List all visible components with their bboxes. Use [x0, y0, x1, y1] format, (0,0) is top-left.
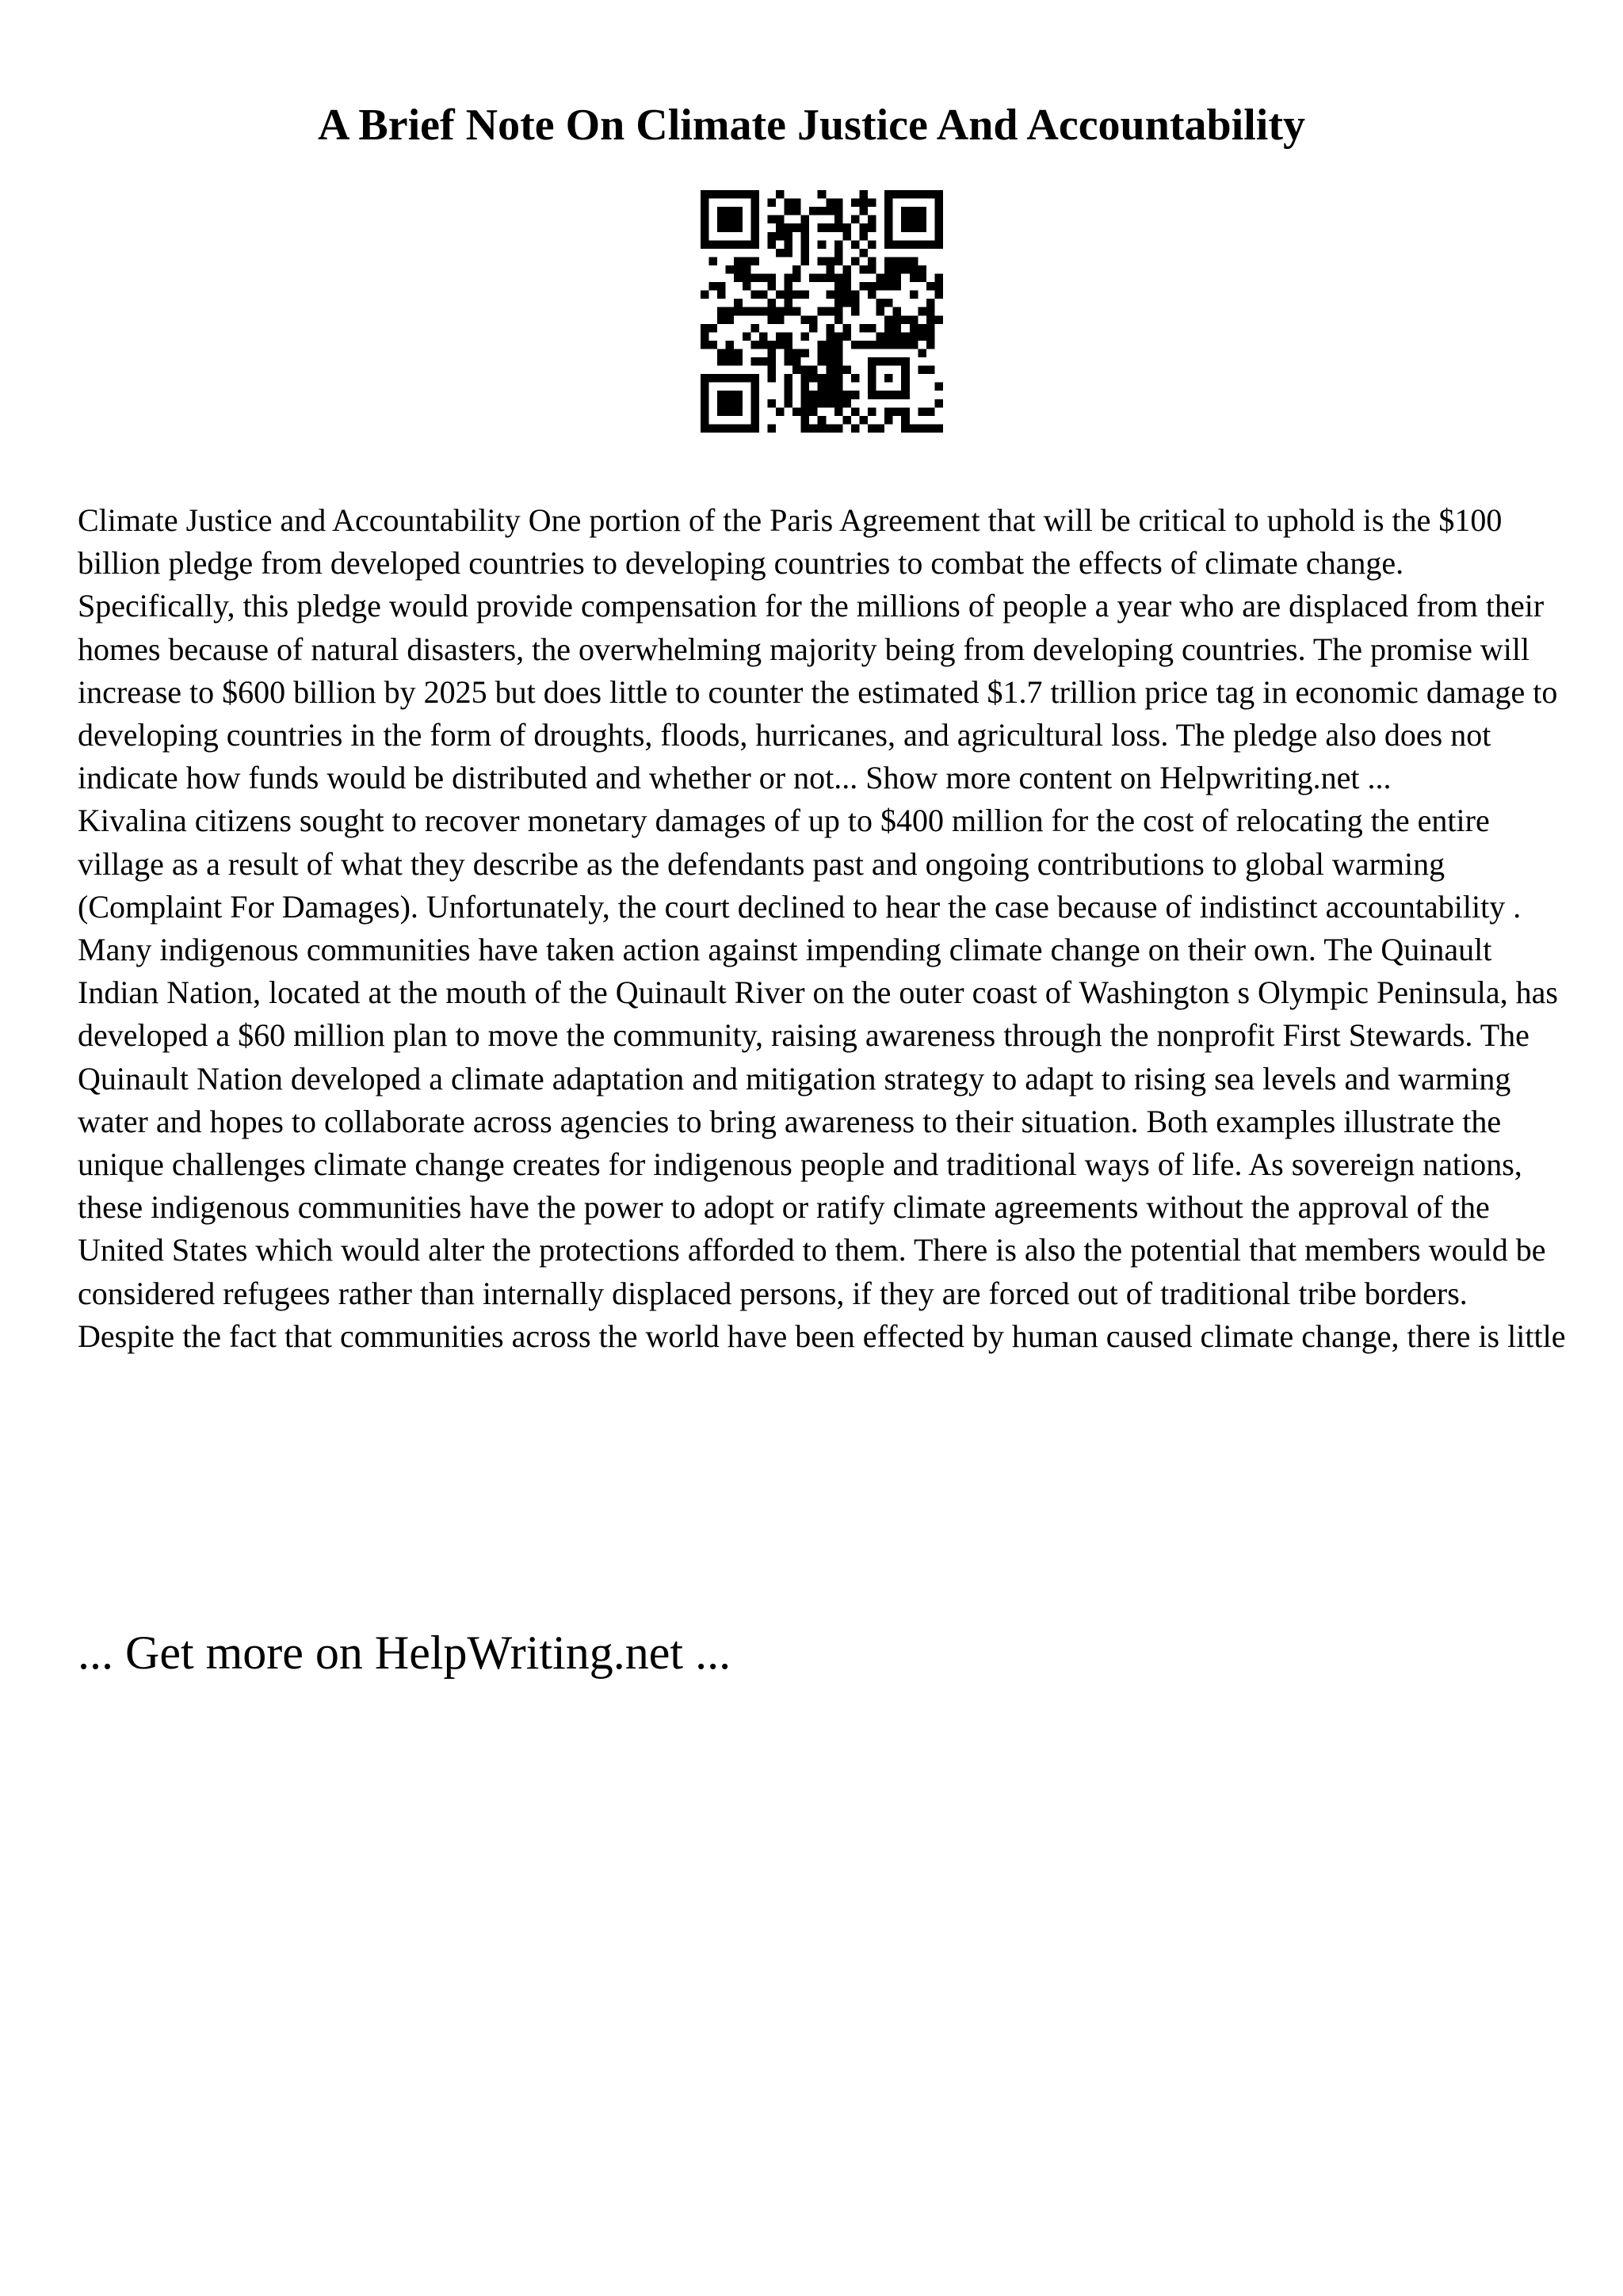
paragraph-1: Climate Justice and Accountability One portion of the Paris Agreement that will be critical to uphold is the $100 billion pledge from developed countries to developing countries to combat the effects of climate change. Specifically, this pledge would provide compensation for the millions of people a year who are displaced from their homes because of natural disasters, the overwhelming majority being from developing countries. The promise will increase to $600 billion by 2025 but does little to counter the estimated $1.7 trillion price tag in economic damage to developing countries in the form of droughts, floods, hurricanes, and agricultural loss. The pledge also does not indicate how funds would be distributed and whether or not... Show more content on Helpwriting.net ... [78, 502, 1558, 796]
qr-code-icon [701, 190, 943, 433]
page-title: A Brief Note On Climate Justice And Accountability [318, 101, 1305, 150]
paragraph-2: Kivalina citizens sought to recover monetary damages of up to $400 million for the cost of relocating the entire village as a result of what they describe as the defendants past and ongoing contributions to global warming (Complaint For Damages). Unfortunately, the court declined to hear the case because of indistinct accountability . Many indigenous communities have taken action against impending climate change on their own. The Quinault Indian Nation, located at the mouth of the Quinault River on the outer coast of Washington s Olympic Peninsula, has developed a $60 million plan to move the community, raising awareness through the nonprofit First Stewards. The Quinault Nation developed a climate adaptation and mitigation strategy to adapt to rising sea levels and warming water and hopes to collaborate across agencies to bring awareness to their situation. Both examples illustrate the unique challenges climate change creates for indigenous people and traditional ways of life. As sovereign nations, these indigenous communities have the power to adopt or ratify climate agreements without the approval of the United States which would alter the protections afforded to them. There is also the potential that members would be considered refugees rather than internally displaced persons, if they are forced out of traditional tribe borders. Despite the fact that communities across the world have been effected by human caused climate change, there is little [78, 803, 1566, 1354]
article-body [78, 499, 1568, 1358]
get-more-link[interactable]: ... Get more on HelpWriting.net ... [78, 1627, 731, 1679]
